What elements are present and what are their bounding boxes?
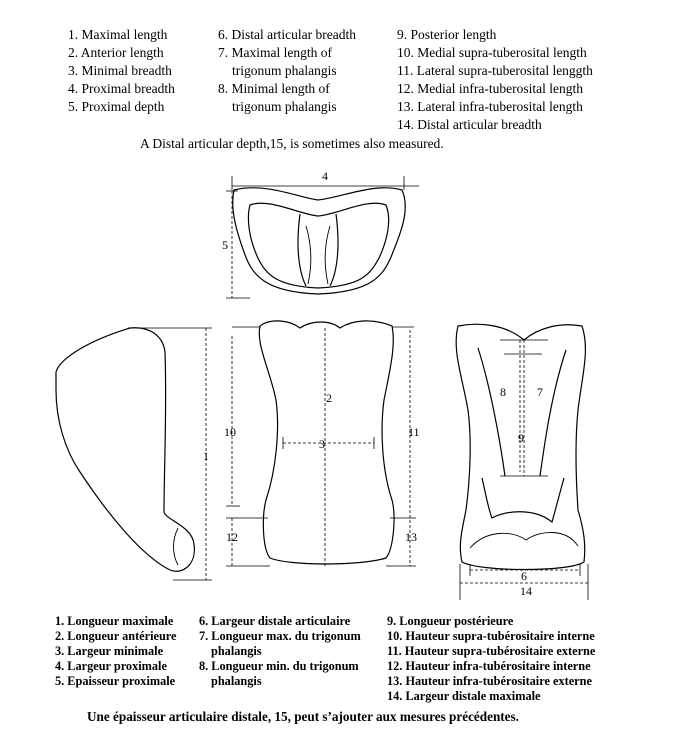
label-8: 8 — [500, 385, 506, 399]
legend-item: 13. Hauteur infra-tubérositaire externe — [387, 674, 592, 688]
label-12: 12 — [226, 530, 238, 544]
legend-item: 4. Largeur proximale — [55, 659, 167, 673]
legend-item: 11. Lateral supra-tuberosital lenggth — [397, 63, 593, 78]
legend-item: 2. Anterior length — [68, 45, 164, 60]
legend-item: 9. Posterior length — [397, 27, 497, 42]
legend-item: 8. Minimal length of — [218, 81, 330, 96]
legend-item: 4. Proximal breadth — [68, 81, 175, 96]
label-11: 11 — [408, 425, 420, 439]
legend-item: 5. Proximal depth — [68, 99, 165, 114]
legend-item: 8. Longueur min. du trigonum — [199, 659, 359, 673]
legend-item: 13. Lateral infra-tuberosital length — [397, 99, 583, 114]
anterior-view — [224, 321, 420, 566]
note-english: A Distal articular depth,15, is sometimes also measured. — [140, 136, 444, 151]
legend-item: 14. Largeur distale maximale — [387, 689, 541, 703]
legend-item: 6. Distal articular breadth — [218, 27, 356, 42]
label-14: 14 — [520, 584, 532, 598]
legend-item: 12. Hauteur infra-tubérositaire interne — [387, 659, 591, 673]
label-4: 4 — [322, 169, 328, 183]
legend-fr-col3 — [387, 614, 595, 704]
label-2: 2 — [326, 391, 332, 405]
legend-item: 5. Epaisseur proximale — [55, 674, 176, 688]
legend-item: 3. Minimal breadth — [68, 63, 172, 78]
label-10: 10 — [224, 425, 236, 439]
legend-item: 9. Longueur postérieure — [387, 614, 514, 628]
legend-item: 6. Largeur distale articulaire — [199, 614, 351, 628]
proximal-view — [222, 169, 419, 298]
legend-item: 14. Distal articular breadth — [397, 117, 542, 132]
label-3: 3 — [319, 437, 325, 451]
legend-fr-col2 — [199, 614, 361, 689]
legend-item: 7. Longueur max. du trigonum — [199, 629, 361, 643]
lateral-view — [56, 328, 212, 580]
legend-item: 11. Hauteur supra-tubérositaire externe — [387, 644, 596, 658]
note-french: Une épaisseur articulaire distale, 15, peut s’ajouter aux mesures précédentes. — [87, 709, 519, 724]
label-7: 7 — [537, 385, 543, 399]
legend-item: phalangis — [211, 644, 262, 658]
legend-item: 3. Largeur minimale — [55, 644, 164, 658]
legend-item: trigonum phalangis — [232, 63, 337, 78]
legend-item: 10. Medial supra-tuberosital length — [397, 45, 587, 60]
legend-item: 1. Maximal length — [68, 27, 168, 42]
label-9: 9 — [518, 431, 524, 445]
legend-item: 7. Maximal length of — [218, 45, 332, 60]
legend-item: 1. Longueur maximale — [55, 614, 174, 628]
legend-fr-col1 — [55, 614, 177, 689]
posterior-view — [456, 324, 588, 600]
label-5: 5 — [222, 238, 228, 252]
label-6: 6 — [521, 569, 527, 583]
label-13: 13 — [405, 530, 417, 544]
legend-item: 2. Longueur antérieure — [55, 629, 177, 643]
label-1: 1 — [203, 449, 209, 463]
legend-item: 12. Medial infra-tuberosital length — [397, 81, 583, 96]
legend-item: trigonum phalangis — [232, 99, 337, 114]
legend-item: phalangis — [211, 674, 262, 688]
legend-item: 10. Hauteur supra-tubérositaire interne — [387, 629, 595, 643]
